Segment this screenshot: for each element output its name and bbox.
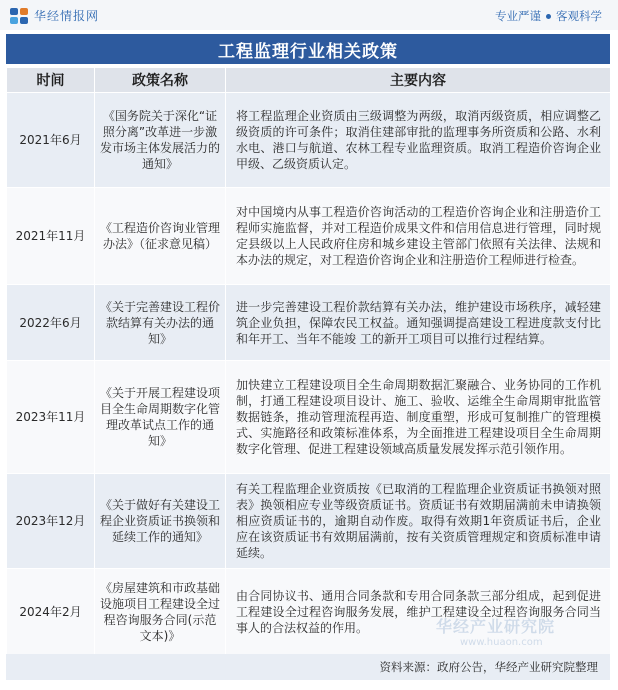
column-header-content: 主要内容 bbox=[226, 68, 611, 93]
row-time: 2024年2月 bbox=[7, 569, 95, 656]
slogan-left: 专业严谨 bbox=[495, 9, 541, 23]
policy-table bbox=[6, 67, 611, 656]
watermark-url: www.huaon.com bbox=[460, 637, 543, 648]
row-policy: 《关于开展工程建设项目全生命周期数字化管理改革试点工作的通知》 bbox=[95, 361, 226, 474]
row-content: 进一步完善建设工程价款结算有关办法，维护建设市场秩序，减轻建筑企业负担，保障农民工权益。通知强调提高建设工程进度款支付比和年开工、当年不能竣 工的新开工项目可以推行过程结算。 bbox=[226, 285, 611, 361]
row-content: 加快建立工程建设项目全生命周期数据汇聚融合、业务协同的工作机制，打通工程建设项目设计、施工、验收、运维全生命周期审批监管数据链条，推动管理流程再造、制度重塑，形成可复制推广的管理模式、实施路径和政策标准体系，为全面推进工程建设项目全生命周期数字化管理、促进工程建设领域高质量发展发挥示范引领作用。 bbox=[226, 361, 611, 474]
row-policy: 《工程造价咨询业管理办法》（征求意见稿） bbox=[95, 188, 226, 285]
row-content: 由合同协议书、通用合同条款和专用合同条款三部分组成，起到促进工程建设全过程咨询服务发展，维护工程建设全过程咨询服务合同当事人的合法权益的作用。 bbox=[226, 569, 611, 656]
logo-text: 华经情报网 bbox=[34, 9, 100, 23]
column-header-policy: 政策名称 bbox=[95, 68, 226, 93]
table-header-row bbox=[7, 68, 611, 93]
row-content: 将工程监理企业资质由三级调整为两级，取消丙级资质，相应调整乙级资质的许可条件；取消住建部审批的监理事务所资质和公路、水利水电、港口与航道、农林工程专业监理资质。取消工程造价咨询企业甲级、乙级资质认定。 bbox=[226, 93, 611, 188]
source-text: 资料来源：政府公告，华经产业研究院整理 bbox=[379, 660, 598, 674]
row-policy: 《房屋建筑和市政基础设施项目工程建设全过程咨询服务合同(示范文本)》 bbox=[95, 569, 226, 656]
logo-icon bbox=[10, 8, 28, 24]
slogan-right: 客观科学 bbox=[556, 9, 602, 23]
watermark-text: 华经产业研究院 bbox=[436, 617, 556, 636]
row-policy: 《关于完善建设工程价款结算有关办法的通知》 bbox=[95, 285, 226, 361]
row-time: 2023年11月 bbox=[7, 361, 95, 474]
table-row bbox=[7, 188, 611, 285]
table-row bbox=[7, 474, 611, 569]
row-content: 对中国境内从事工程造价咨询活动的工程造价咨询企业和注册造价工程师实施监督，并对工程造价成果文件和信用信息进行管理，同时规定县级以上人民政府住房和城乡建设主管部门依照有关法律、法规和本办法的规定，对工程造价咨询企业和注册造价工程师进行检查。 bbox=[226, 188, 611, 285]
table-row bbox=[7, 285, 611, 361]
row-time: 2021年6月 bbox=[7, 93, 95, 188]
source-footer bbox=[6, 654, 610, 680]
top-bar bbox=[0, 0, 618, 30]
row-time: 2023年12月 bbox=[7, 474, 95, 569]
table-row bbox=[7, 361, 611, 474]
brand-logo[interactable] bbox=[10, 7, 99, 24]
row-policy: 《关于做好有关建设工程企业资质证书换领和延续工作的通知》 bbox=[95, 474, 226, 569]
row-content: 有关工程监理企业资质按《已取消的工程监理企业资质证书换领对照表》换领相应专业等级资质证书。资质证书有效期届满前未申请换领相应资质证书的，逾期自动作废。取得有效期1年资质证书后，企业应在该资质证书有效期届满前，按有关资质管理规定和资质标准申请延续。 bbox=[226, 474, 611, 569]
bullet-icon bbox=[546, 14, 551, 19]
table-row bbox=[7, 569, 611, 656]
column-header-time: 时间 bbox=[7, 68, 95, 93]
table-row bbox=[7, 93, 611, 188]
slogan bbox=[495, 8, 602, 24]
row-time: 2022年6月 bbox=[7, 285, 95, 361]
title-bar bbox=[6, 34, 610, 64]
row-policy: 《国务院关于深化“证照分离”改革进一步激发市场主体发展活力的通知》 bbox=[95, 93, 226, 188]
page-title: 工程监理行业相关政策 bbox=[218, 41, 398, 62]
row-time: 2021年11月 bbox=[7, 188, 95, 285]
